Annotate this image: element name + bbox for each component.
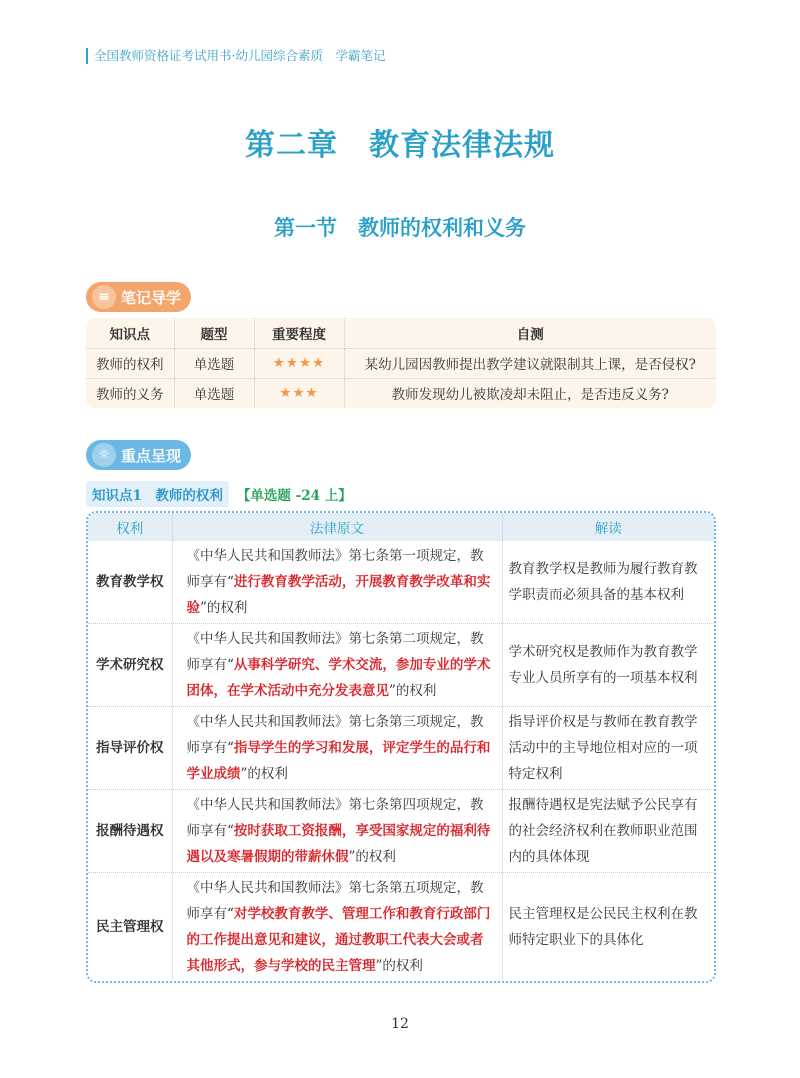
right-name: 报酬待遇权 — [88, 790, 172, 873]
cell: 单选题 — [174, 378, 254, 408]
law-text — [172, 707, 502, 790]
focus-badge — [86, 440, 191, 470]
cell: 教师发现幼儿被欺凌却未阻止，是否违反义务? — [391, 387, 669, 404]
cell: 某幼儿园因教师提出教学建议就限制其上课，是否侵权? — [344, 348, 716, 378]
law-prefix: 《中华人民共和国教师法》第七条第二项规定，教师享有“ — [186, 631, 484, 673]
col-header: 知识点 — [86, 318, 174, 348]
cell: 教师的权利 — [86, 348, 174, 378]
law-prefix: 《中华人民共和国教师法》第七条第四项规定，教师享有“ — [186, 797, 484, 839]
col-header: 法律原文 — [172, 513, 502, 541]
notes-guide-label: 笔记导学 — [121, 288, 182, 307]
notes-guide-badge — [86, 282, 191, 312]
running-header: 全国教师资格证考试用书·幼儿园综合素质 学霸笔记 — [86, 48, 385, 64]
page-number: 12 — [391, 1016, 409, 1032]
rights-table — [86, 511, 716, 983]
knowledge-point-label: 知识点1 教师的权利 — [86, 481, 229, 507]
table-row — [88, 873, 714, 982]
law-suffix: ”的权利 — [375, 958, 423, 974]
explanation: 指导评价权是与教师在教育教学活动中的主导地位相对应的一项特定权利 — [502, 707, 714, 790]
col-header: 解读 — [502, 513, 714, 541]
guide-table — [86, 318, 716, 408]
table-row — [86, 348, 716, 378]
cell: 单选题 — [174, 348, 254, 378]
table-row — [88, 624, 714, 707]
lightbulb-icon: ☼ — [92, 443, 116, 467]
table-row — [88, 707, 714, 790]
law-suffix: ”的权利 — [389, 683, 437, 699]
law-highlight: 按时获取工资报酬，享受国家规定的福利待遇以及寒暑假期的带薪休假 — [186, 823, 491, 865]
law-suffix: ”的权利 — [240, 766, 288, 782]
col-header: 题型 — [174, 318, 254, 348]
col-header: 自测 — [344, 318, 716, 348]
law-highlight: 进行教育教学活动，开展教育教学改革和实验 — [186, 574, 491, 616]
law-text — [172, 624, 502, 707]
law-highlight: 指导学生的学习和发展，评定学生的品行和学业成绩 — [186, 740, 491, 782]
right-name: 指导评价权 — [88, 707, 172, 790]
law-prefix: 《中华人民共和国教师法》第七条第三项规定，教师享有“ — [186, 714, 484, 756]
books-icon: ≡ — [92, 285, 116, 309]
law-suffix: ”的权利 — [200, 600, 248, 616]
cell: 教师的义务 — [86, 378, 174, 408]
importance-stars: ★★★★ — [254, 348, 344, 378]
law-prefix: 《中华人民共和国教师法》第七条第一项规定，教师享有“ — [186, 548, 484, 590]
focus-label: 重点呈现 — [121, 446, 182, 465]
chapter-title: 第二章 教育法律法规 — [245, 128, 555, 163]
question-type-tag: 【单选题 -24 上】 — [236, 488, 352, 504]
law-highlight: 从事科学研究、学术交流，参加专业的学术团体，在学术活动中充分发表意见 — [186, 657, 491, 699]
col-header: 重要程度 — [254, 318, 344, 348]
law-suffix: ”的权利 — [348, 849, 396, 865]
law-text — [172, 873, 502, 982]
explanation: 教育教学权是教师为履行教育教学职责而必须具备的基本权利 — [502, 541, 714, 624]
right-name: 民主管理权 — [88, 873, 172, 982]
law-highlight: 对学校教育教学、管理工作和教育行政部门的工作提出意见和建议，通过教职工代表大会或者其他形式，参与学校的民主管理 — [186, 906, 491, 974]
table-row — [86, 378, 716, 408]
right-name: 教育教学权 — [88, 541, 172, 624]
col-header: 权利 — [88, 513, 172, 541]
section-title: 第一节 教师的权利和义务 — [274, 216, 526, 240]
law-text — [172, 790, 502, 873]
knowledge-point-heading — [86, 481, 352, 507]
explanation: 民主管理权是公民民主权利在教师特定职业下的具体化 — [508, 906, 698, 948]
explanation: 报酬待遇权是宪法赋予公民享有的社会经济权利在教师职业范围内的具体体现 — [502, 790, 714, 873]
right-name: 学术研究权 — [88, 624, 172, 707]
law-prefix: 《中华人民共和国教师法》第七条第五项规定，教师享有“ — [186, 880, 484, 922]
table-row — [88, 541, 714, 624]
importance-stars: ★★★ — [254, 378, 344, 408]
explanation: 学术研究权是教师作为教育教学专业人员所享有的一项基本权利 — [502, 624, 714, 707]
table-row — [88, 790, 714, 873]
law-text — [172, 541, 502, 624]
